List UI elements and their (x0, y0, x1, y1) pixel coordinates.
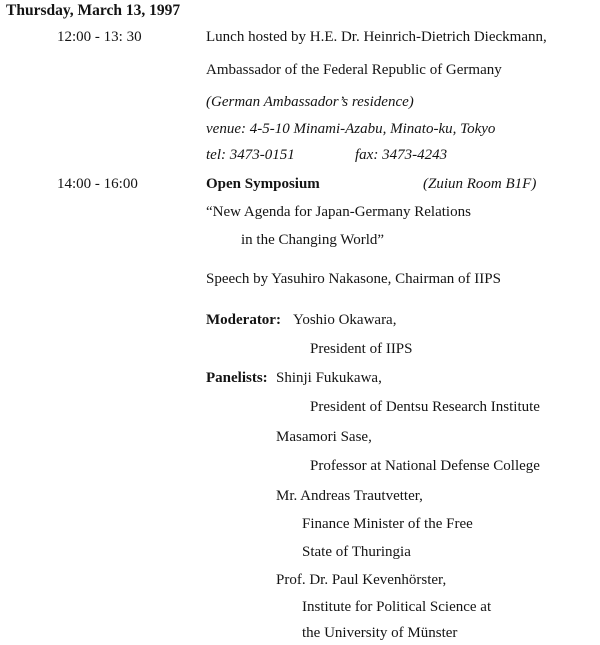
panelist-title: Finance Minister of the Free (302, 516, 473, 532)
panelist-name: Mr. Andreas Trautvetter, (276, 488, 423, 504)
moderator-label: Moderator: (206, 312, 281, 328)
symposium-room: (Zuiun Room B1F) (423, 176, 537, 192)
date-heading: Thursday, March 13, 1997 (6, 2, 181, 19)
panelist-title: President of Dentsu Research Institute (310, 399, 540, 415)
panelist-title: the University of Münster (302, 625, 458, 641)
symposium-theme-line1: “New Agenda for Japan-Germany Relations (206, 204, 471, 220)
symposium-time: 14:00 - 16:00 (57, 176, 138, 192)
symposium-speech: Speech by Yasuhiro Nakasone, Chairman of IIPS (206, 271, 501, 287)
lunch-venue: venue: 4-5-10 Minami-Azabu, Minato-ku, Tokyo (206, 121, 496, 137)
panelist-name: Prof. Dr. Paul Kevenhörster, (276, 572, 447, 588)
panelist-title: Professor at National Defense College (310, 458, 540, 474)
panelists-label: Panelists: (206, 370, 268, 386)
symposium-theme-line2: in the Changing World” (241, 232, 385, 248)
symposium-title: Open Symposium (206, 176, 320, 192)
lunch-time: 12:00 - 13: 30 (57, 29, 142, 45)
panelist-title: Institute for Political Science at (302, 599, 492, 615)
lunch-place: (German Ambassador’s residence) (206, 94, 414, 110)
moderator-title: President of IIPS (310, 341, 413, 357)
lunch-title: Lunch hosted by H.E. Dr. Heinrich-Dietrich Dieckmann, (206, 29, 547, 45)
lunch-host-role: Ambassador of the Federal Republic of Germany (206, 62, 502, 78)
lunch-fax: fax: 3473-4243 (355, 147, 448, 163)
panelist-name: Masamori Sase, (276, 429, 372, 445)
panelist-name: Shinji Fukukawa, (276, 370, 382, 386)
lunch-tel: tel: 3473-0151 (206, 147, 295, 163)
panelist-title: State of Thuringia (302, 544, 411, 560)
moderator-name: Yoshio Okawara, (293, 312, 397, 328)
